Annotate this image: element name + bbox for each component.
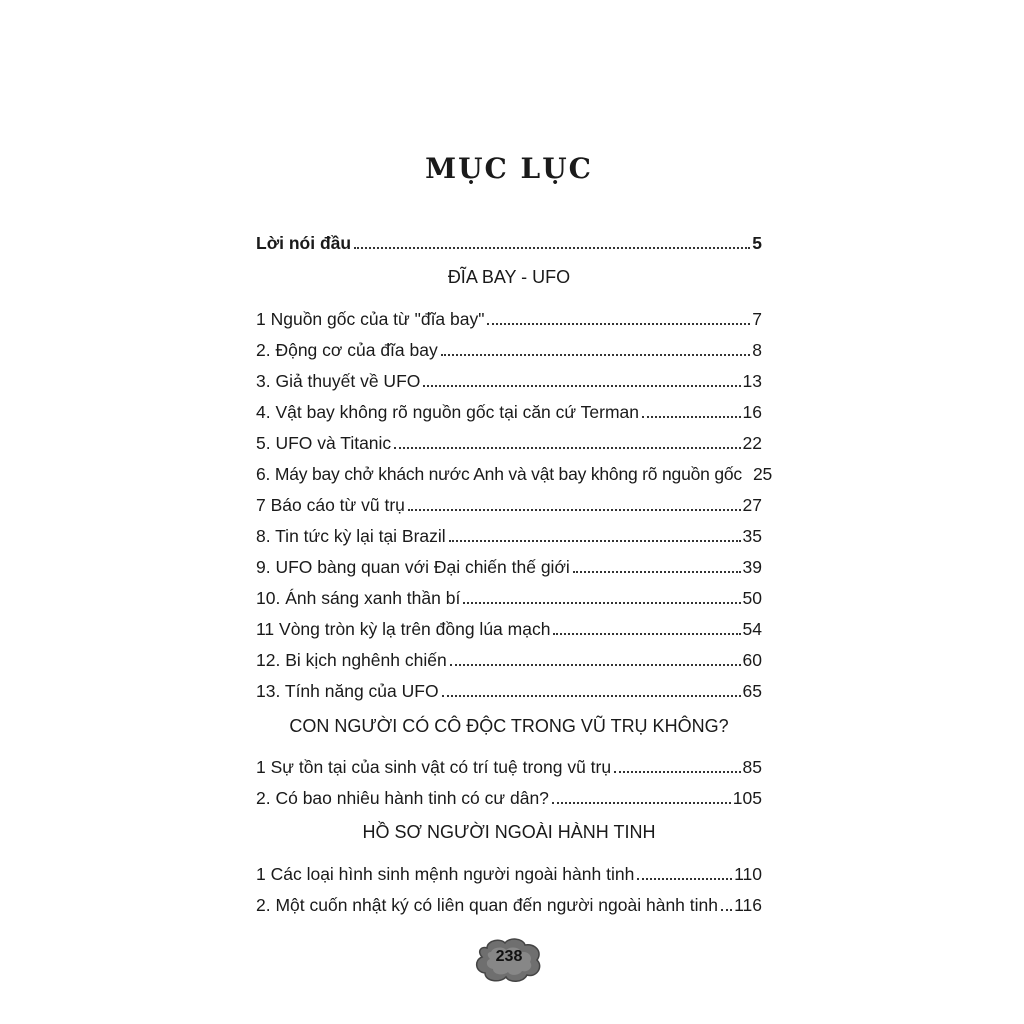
dot-leader: [463, 602, 740, 604]
toc-entry-label: 1 Các loại hình sinh mệnh người ngoài hành tinh: [256, 864, 635, 884]
dot-leader: [487, 323, 750, 325]
toc-entry-page: 25: [752, 464, 773, 484]
toc-entry: [256, 304, 762, 330]
toc-entry-label: 7 Báo cáo từ vũ trụ: [256, 495, 405, 515]
dot-leader: [573, 571, 741, 573]
page-number-badge: [473, 936, 545, 984]
toc-entry-label: Lời nói đầu: [256, 233, 352, 253]
toc-entry-label: 8. Tin tức kỳ lại tại Brazil: [256, 526, 446, 546]
toc-entry-label: 11 Vòng tròn kỳ lạ trên đồng lúa mạch: [256, 619, 551, 639]
toc-entry-page: 50: [742, 588, 762, 608]
toc-entry: [256, 521, 762, 547]
toc-entry: [256, 645, 762, 671]
toc-entry-label: 6. Máy bay chở khách nước Anh và vật bay không rõ nguồn gốc: [256, 464, 742, 484]
toc-entry-label: 5. UFO và Titanic: [256, 433, 392, 453]
toc-entry-page: 39: [742, 557, 762, 577]
toc-entry-page: 8: [752, 340, 762, 360]
toc-entry: [256, 552, 762, 578]
toc-entry-label: 9. UFO bàng quan với Đại chiến thế giới: [256, 557, 570, 577]
dot-leader: [442, 695, 741, 697]
toc-entry-page: 105: [732, 788, 762, 808]
toc-entry-label: 12. Bi kịch nghênh chiến: [256, 650, 447, 670]
toc-entry-label: 10. Ánh sáng xanh thần bí: [256, 588, 461, 608]
toc-entry: [256, 459, 773, 485]
toc-entry: [256, 859, 762, 885]
toc-entry-page: 116: [734, 895, 762, 915]
toc-entry: [256, 366, 762, 392]
dot-leader: [449, 540, 741, 542]
toc-entry-page: 7: [752, 309, 762, 329]
toc-entry: [256, 583, 762, 609]
dot-leader: [637, 878, 732, 880]
toc-entry: [256, 783, 762, 809]
dot-leader: [441, 354, 751, 356]
toc-entry: [256, 397, 762, 423]
section-heading-alien-records: HỒ SƠ NGƯỜI NGOÀI HÀNH TINH: [362, 822, 656, 842]
toc-entry-label: 2. Động cơ của đĩa bay: [256, 340, 438, 360]
toc-entry: [256, 335, 762, 361]
dot-leader: [642, 416, 741, 418]
toc-entry-page: 13: [742, 371, 762, 391]
toc-entry-page: 54: [742, 619, 762, 639]
toc-entry-page: 35: [742, 526, 762, 546]
dot-leader: [408, 509, 741, 511]
toc-entry: [256, 752, 762, 778]
dot-leader: [354, 247, 750, 249]
toc-entry: [256, 614, 762, 640]
page-number: 238: [495, 948, 523, 965]
dot-leader: [553, 633, 740, 635]
section-heading-alone: CON NGƯỜI CÓ CÔ ĐỘC TRONG VŨ TRỤ KHÔNG?: [289, 716, 729, 736]
toc-entry-page: 27: [742, 495, 762, 515]
page-title: MỤC LỤC: [425, 152, 593, 185]
dot-leader: [552, 802, 731, 804]
toc-entry-label: 1 Nguồn gốc của từ "đĩa bay": [256, 309, 485, 329]
toc-entry-label: 2. Có bao nhiêu hành tinh có cư dân?: [256, 788, 549, 808]
dot-leader: [614, 771, 740, 773]
toc-entry: [256, 676, 762, 702]
toc-entry-page: 22: [742, 433, 762, 453]
dot-leader: [450, 664, 741, 666]
toc-entry-intro: [256, 228, 762, 254]
toc-entry-page: 60: [742, 650, 762, 670]
toc-entry: [256, 890, 762, 916]
toc-entry-page: 110: [734, 864, 762, 884]
toc-entry-page: 16: [742, 402, 762, 422]
toc-entry: [256, 428, 762, 454]
section-heading-ufo: ĐĨA BAY - UFO: [447, 267, 571, 287]
toc-entry: [256, 490, 762, 516]
toc-entry-page: 5: [752, 233, 762, 253]
toc-entry-label: 2. Một cuốn nhật ký có liên quan đến người ngoài hành tinh: [256, 895, 718, 915]
toc-entry-label: 3. Giả thuyết về UFO: [256, 371, 421, 391]
toc-entry-page: 85: [742, 757, 762, 777]
toc-entry-label: 1 Sự tồn tại của sinh vật có trí tuệ trong vũ trụ: [256, 757, 612, 777]
toc-entry-page: 65: [742, 681, 762, 701]
toc-entry-label: 4. Vật bay không rõ nguồn gốc tại căn cứ Terman: [256, 402, 640, 422]
toc-entry-label: 13. Tính năng của UFO: [256, 681, 439, 701]
dot-leader: [394, 447, 740, 449]
dot-leader: [721, 909, 732, 911]
dot-leader: [423, 385, 740, 387]
